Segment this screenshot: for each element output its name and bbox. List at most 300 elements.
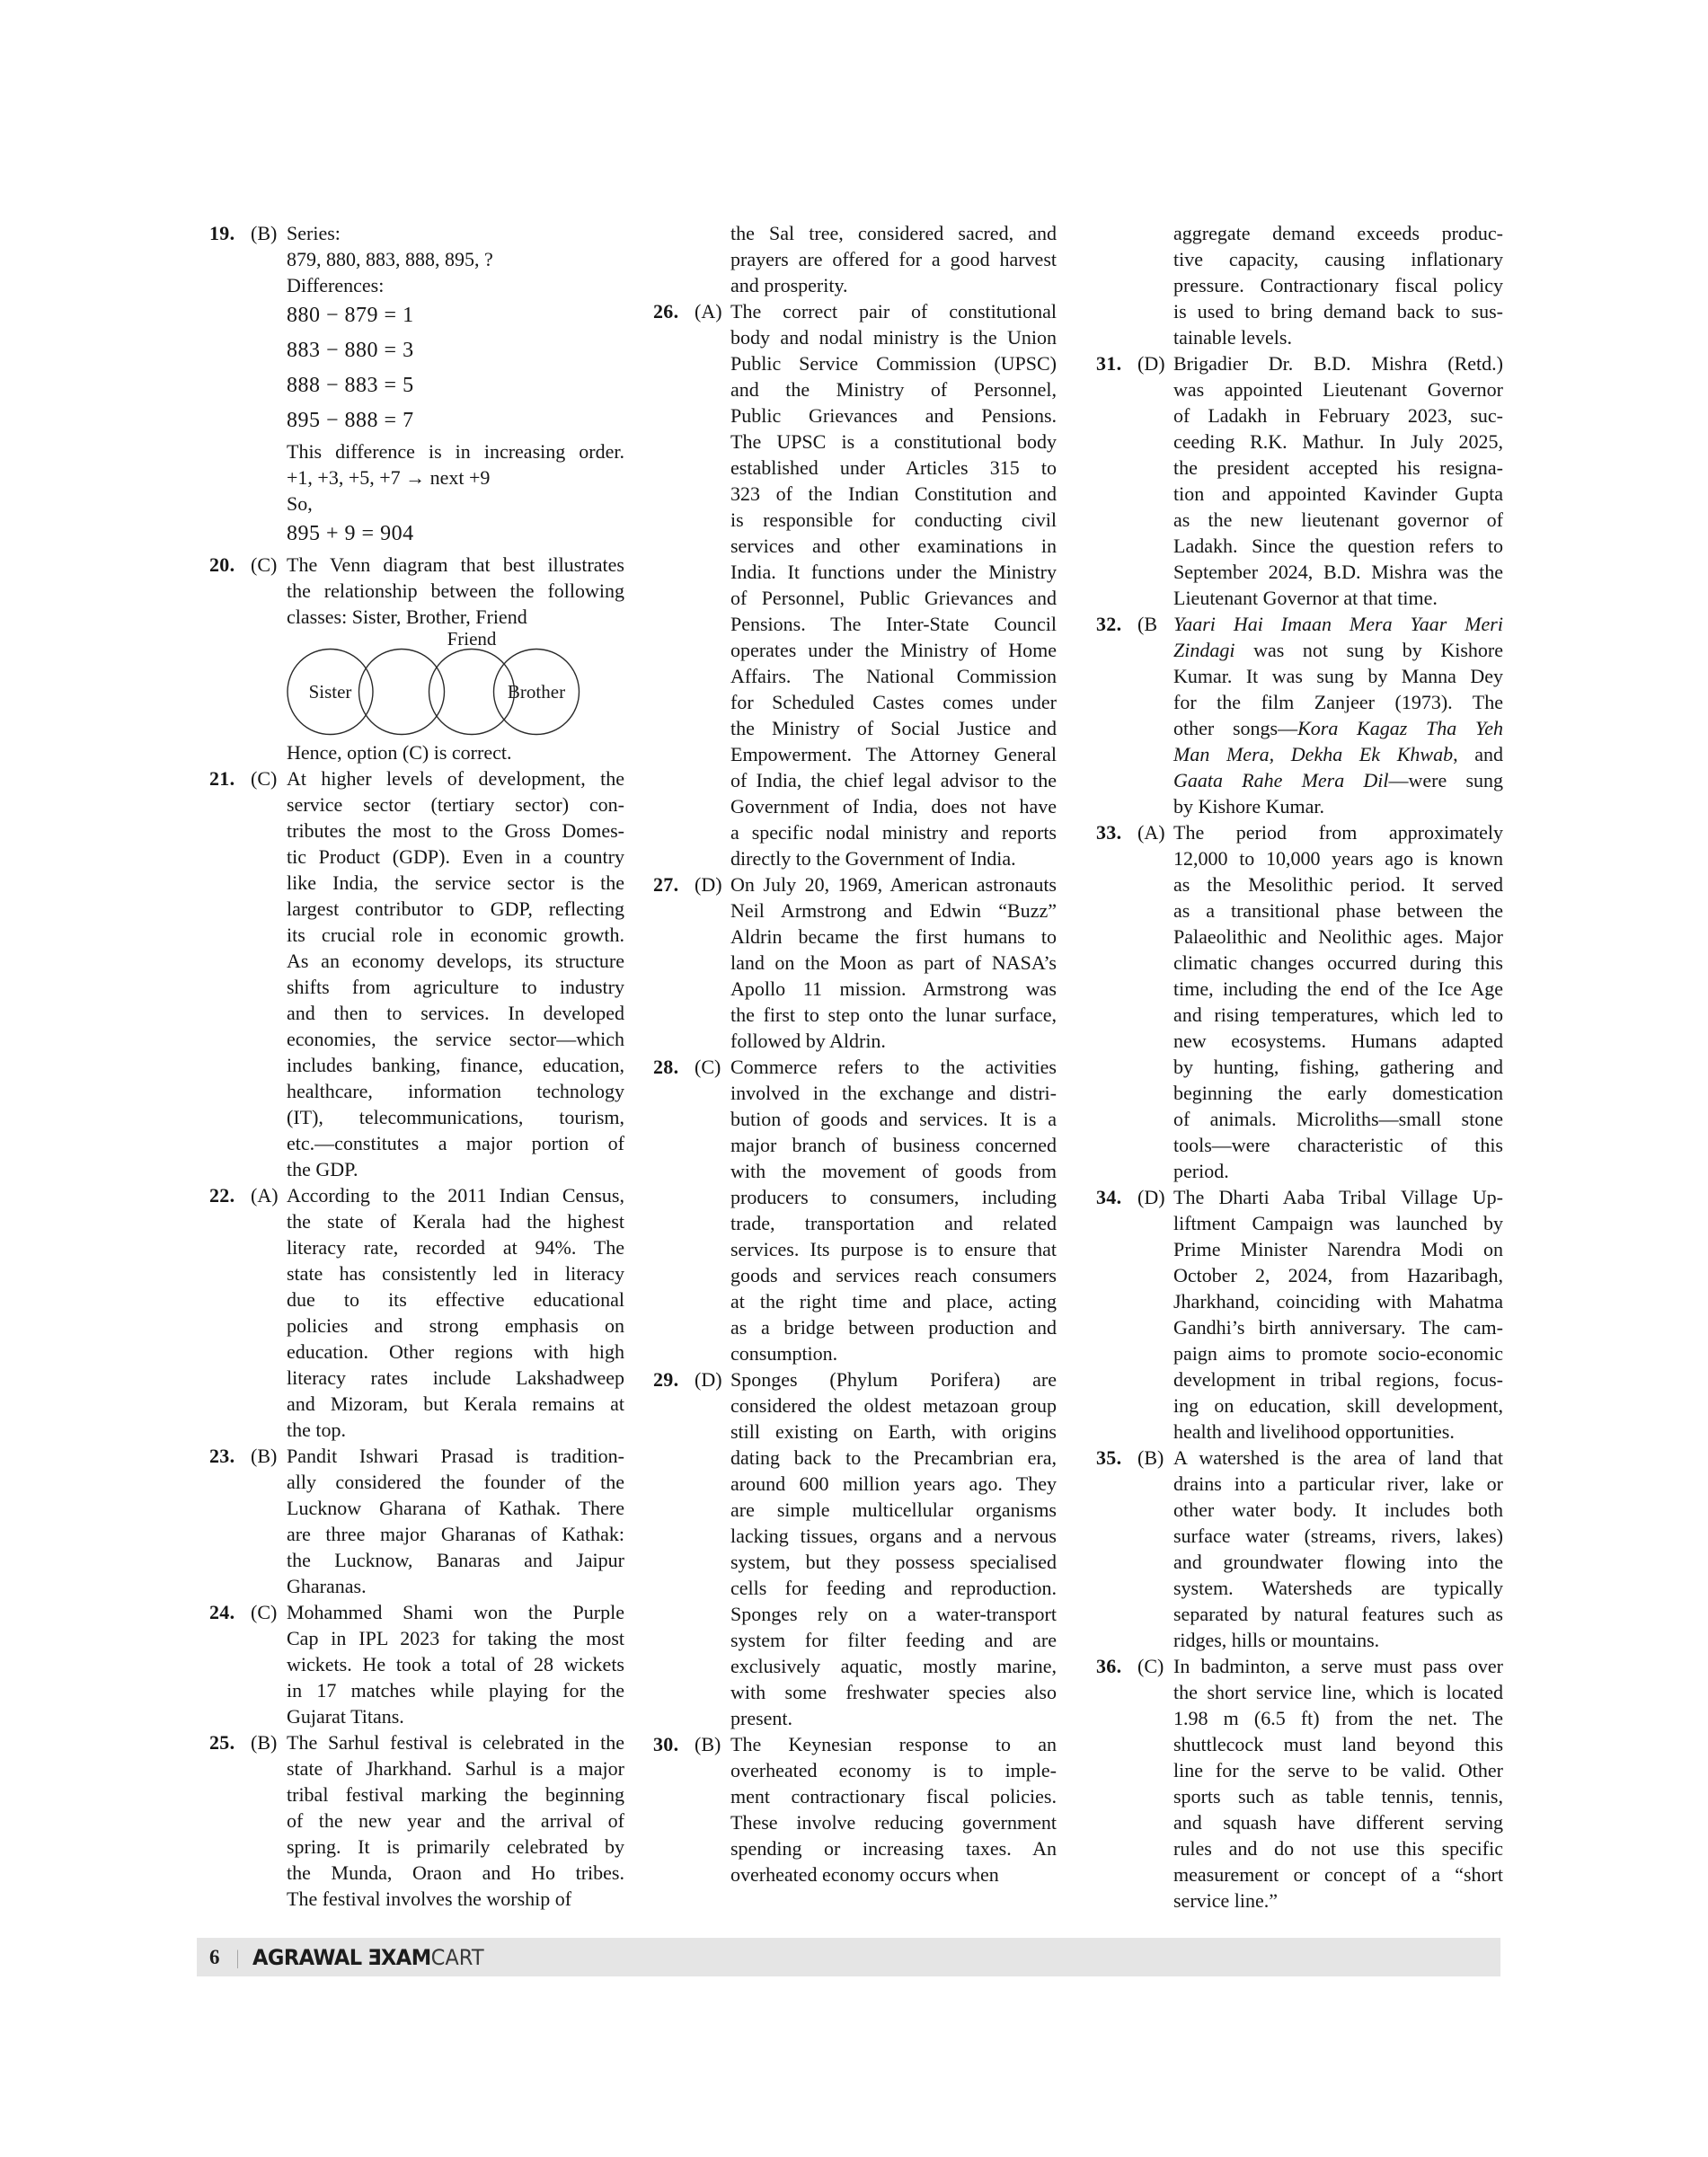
text-line [730, 1340, 1057, 1366]
equation-line [287, 368, 624, 403]
text-run: The Sarhul festival is celebrated in the [287, 1731, 624, 1754]
text-run: are simple multicellular organisms [730, 1498, 1057, 1521]
text-line [287, 922, 624, 948]
text-run: present. [730, 1707, 793, 1729]
text-run: A watershed is the area of land that [1173, 1446, 1503, 1469]
text-line [287, 1886, 624, 1912]
item-number: 24. [209, 1601, 235, 1623]
text-line [730, 1549, 1057, 1575]
text-line [1173, 1132, 1503, 1158]
text-line [287, 1443, 624, 1469]
text-run: the state of Kerala had the highest [287, 1210, 624, 1233]
text-run: system. Watersheds are typically [1173, 1577, 1503, 1599]
text-line [1173, 741, 1503, 767]
text-run: tic Product (GDP). Even in a country [287, 845, 624, 868]
text-line [1173, 298, 1503, 324]
text-line [730, 1471, 1057, 1497]
text-run: According to the 2011 Indian Census, [287, 1184, 624, 1207]
text-run: 895 − 888 = 7 [287, 409, 414, 432]
text-line [287, 1391, 624, 1417]
text-run: policies and strong emphasis on [287, 1314, 624, 1337]
venn-diagram [287, 630, 624, 739]
text-run: around 600 million years ago. They [730, 1472, 1057, 1495]
text-run: the GDP. [287, 1158, 358, 1180]
text-line [730, 1861, 1057, 1887]
item-option: (D) [1137, 352, 1165, 375]
text-line [730, 1314, 1057, 1340]
text-line [287, 1729, 624, 1755]
text-line [287, 578, 624, 604]
text-run: prayers are offered for a good harvest [730, 248, 1057, 270]
text-run: sports such as table tennis, tennis, [1173, 1785, 1503, 1808]
text-run: aggregate demand exceeds produc- [1173, 222, 1503, 244]
text-run: October 2, 2024, from Hazaribagh, [1173, 1264, 1503, 1286]
footer-separator: | [235, 1946, 239, 1968]
text-line [287, 1078, 624, 1104]
text-run: as a bridge between production and [730, 1316, 1057, 1339]
text-line [730, 924, 1057, 950]
text-run: Mohammed Shami won the Purple [287, 1601, 624, 1623]
text-line [730, 1080, 1057, 1106]
item-number: 28. [653, 1056, 679, 1078]
text-line [1173, 871, 1503, 897]
item-option: (C) [251, 1601, 278, 1623]
text-line [287, 438, 624, 464]
text-run: state of Jharkhand. Sarhul is a major [287, 1757, 624, 1780]
text-run: The Keynesian response to an [730, 1733, 1057, 1755]
text-run: tainable levels. [1173, 326, 1292, 349]
text-line [1173, 715, 1503, 741]
text-run: spring. It is primarily celebrated by [287, 1835, 624, 1858]
item-option: (A) [1137, 821, 1165, 844]
text-run: consumption. [730, 1342, 838, 1365]
text-line [1173, 376, 1503, 402]
text-run: of Ladakh in February 2023, suc- [1173, 404, 1503, 427]
text-line [287, 552, 624, 578]
text-run: and rising temperatures, which led to [1173, 1003, 1503, 1026]
text-line [730, 663, 1057, 689]
item-number: 32. [1096, 613, 1122, 635]
text-line [1173, 1627, 1503, 1653]
text-line [730, 897, 1057, 924]
text-line [1173, 1445, 1503, 1471]
text-line [1173, 611, 1503, 637]
text-run: Empowerment. The Attorney General [730, 743, 1057, 765]
text-run: shifts from agriculture to industry [287, 976, 624, 998]
text-run: 1.98 m (6.5 ft) from the net. The [1173, 1707, 1503, 1729]
italic-text: Yaari Hai Imaan Mera Yaar Meri [1173, 613, 1503, 635]
text-run: The Venn diagram that best illustrates [287, 553, 624, 576]
answers-column-1 [209, 220, 624, 1912]
text-line [287, 1547, 624, 1573]
item-option: (D) [1137, 1186, 1165, 1208]
text-run: the Ministry of Social Justice and [730, 717, 1057, 739]
text-run: measurement or concept of a “short [1173, 1863, 1503, 1886]
text-run: Ladakh. Since the question refers to [1173, 535, 1503, 557]
item-number: 20. [209, 553, 235, 576]
text-run: 883 − 880 = 3 [287, 339, 414, 362]
text-run: September 2024, B.D. Mishra was the [1173, 561, 1503, 583]
text-line [730, 1392, 1057, 1419]
text-run: Lucknow Gharana of Kathak. There [287, 1497, 624, 1519]
text-line [1173, 845, 1503, 871]
text-run: the top. [287, 1419, 346, 1441]
text-line [730, 976, 1057, 1002]
text-line [730, 272, 1057, 298]
text-line [1173, 272, 1503, 298]
text-line [730, 402, 1057, 429]
text-line [1173, 1028, 1503, 1054]
text-line [287, 1313, 624, 1339]
item-option: (C) [251, 553, 278, 576]
text-line [1173, 1549, 1503, 1575]
text-run: the relationship between the following [287, 579, 624, 602]
text-line [1173, 1366, 1503, 1392]
text-line [1173, 1861, 1503, 1887]
text-run: like India, the service sector is the [287, 871, 624, 894]
text-run: 895 + 9 = 904 [287, 522, 414, 545]
text-line [287, 1521, 624, 1547]
text-line [1173, 819, 1503, 845]
text-run: as the new lieutenant governor of [1173, 508, 1503, 531]
text-line [1173, 1262, 1503, 1288]
text-run: Pensions. The Inter-State Council [730, 613, 1057, 635]
text-run: with some freshwater species also [730, 1681, 1057, 1703]
text-line [1173, 1653, 1503, 1679]
answers-column-2 [653, 220, 1057, 1887]
text-line [1173, 246, 1503, 272]
text-line [730, 1835, 1057, 1861]
text-line [730, 298, 1057, 324]
text-line [287, 739, 624, 765]
answer-item [209, 1443, 624, 1599]
item-number: 31. [1096, 352, 1122, 375]
text-line [1173, 689, 1503, 715]
text-run: of animals. Microliths—small stone [1173, 1108, 1503, 1130]
text-line [287, 246, 624, 272]
text-line [730, 1132, 1057, 1158]
text-line [287, 1026, 624, 1052]
italic-text: Zindagi [1173, 639, 1235, 661]
text-line [1173, 1002, 1503, 1028]
text-line [730, 741, 1057, 767]
text-run: goods and services reach consumers [730, 1264, 1057, 1286]
venn-label-brother: Brother [507, 681, 566, 703]
text-run: Sponges rely on a water-transport [730, 1603, 1057, 1625]
text-line [1173, 1419, 1503, 1445]
text-run: exclusively aquatic, mostly marine, [730, 1655, 1057, 1677]
text-run: 880 − 879 = 1 [287, 304, 414, 327]
text-run: Gandhi’s birth anniversary. The cam- [1173, 1316, 1503, 1339]
text-line [730, 845, 1057, 871]
answer-item [1096, 1445, 1503, 1653]
text-run: As an economy develops, its structure [287, 950, 624, 972]
text-line [730, 1653, 1057, 1679]
item-number: 35. [1096, 1446, 1122, 1469]
text-run: tributes the most to the Gross Domes- [287, 819, 624, 842]
text-line [1173, 507, 1503, 533]
text-run: This difference is in increasing order. [287, 440, 624, 463]
item-number: 30. [653, 1733, 679, 1755]
answer-item [209, 765, 624, 1182]
answer-item [209, 1599, 624, 1729]
text-line [287, 1052, 624, 1078]
text-run: The UPSC is a constitutional body [730, 430, 1057, 453]
text-line [730, 559, 1057, 585]
item-option: (B) [251, 222, 278, 244]
text-run: due to its effective educational [287, 1288, 624, 1311]
text-line [730, 1757, 1057, 1783]
text-run: etc.—constitutes a major portion of [287, 1132, 624, 1154]
answer-item [653, 298, 1057, 871]
text-run: its crucial role in economic growth. [287, 924, 624, 946]
item-number: 36. [1096, 1655, 1122, 1677]
text-line [1173, 350, 1503, 376]
footer-bar [197, 1938, 1500, 1976]
text-run: 879, 880, 883, 888, 895, ? [287, 248, 493, 270]
text-run: dating back to the Precambrian era, [730, 1446, 1057, 1469]
text-line [1173, 1679, 1503, 1705]
text-run: as a transitional phase between the [1173, 899, 1503, 922]
text-line [1173, 455, 1503, 481]
text-run: —were sung [1388, 769, 1503, 791]
text-run: of Personnel, Public Grievances and [730, 587, 1057, 609]
text-run: Affairs. The National Commission [730, 665, 1057, 687]
answer-item [653, 1054, 1057, 1366]
text-line [1173, 663, 1503, 689]
text-line [1173, 897, 1503, 924]
text-run: Kumar. It was sung by Manna Dey [1173, 665, 1503, 687]
text-line [287, 844, 624, 870]
text-run: tive capacity, causing inflationary [1173, 248, 1503, 270]
text-line [730, 1679, 1057, 1705]
text-line [730, 819, 1057, 845]
text-line [287, 1104, 624, 1130]
text-run: In badminton, a serve must pass over [1173, 1655, 1503, 1677]
text-run: service line.” [1173, 1889, 1279, 1912]
text-run: cells for feeding and reproduction. [730, 1577, 1057, 1599]
answer-item [1096, 819, 1503, 1184]
equation-line [287, 403, 624, 438]
answer-item [1096, 350, 1503, 611]
text-run: rules and do not use this specific [1173, 1837, 1503, 1860]
text-run: The Dharti Aaba Tribal Village Up- [1173, 1186, 1503, 1208]
text-line [287, 1417, 624, 1443]
text-line [730, 1783, 1057, 1809]
text-line [730, 376, 1057, 402]
answer-item [209, 1182, 624, 1443]
text-run: the short service line, which is located [1173, 1681, 1503, 1703]
text-run: followed by Aldrin. [730, 1030, 886, 1052]
item-number: 34. [1096, 1186, 1122, 1208]
text-line [730, 1809, 1057, 1835]
text-run: Differences: [287, 274, 385, 296]
text-run: land on the Moon as part of NASA’s [730, 951, 1057, 974]
text-line [1173, 1236, 1503, 1262]
text-run: a specific nodal ministry and reports [730, 821, 1057, 844]
text-run: the Munda, Oraon and Ho tribes. [287, 1861, 624, 1884]
text-line [730, 220, 1057, 246]
text-line [287, 1755, 624, 1781]
text-line [1173, 1340, 1503, 1366]
text-line [1173, 1184, 1503, 1210]
item-option: (C) [695, 1056, 721, 1078]
text-line [287, 1781, 624, 1808]
text-line [1173, 402, 1503, 429]
text-run: Cap in IPL 2023 for taking the most [287, 1627, 624, 1649]
text-run: tools—were characteristic of this [1173, 1134, 1503, 1156]
text-line [730, 246, 1057, 272]
text-run: So, [287, 492, 313, 515]
text-line [730, 1002, 1057, 1028]
text-run: pressure. Contractionary fiscal policy [1173, 274, 1503, 296]
text-line [287, 1286, 624, 1313]
answer-item [1096, 220, 1503, 350]
text-run: involved in the exchange and distri- [730, 1082, 1057, 1104]
text-run: Apollo 11 mission. Armstrong was [730, 977, 1057, 1000]
text-line [287, 791, 624, 818]
answer-item [1096, 611, 1503, 819]
text-run: and then to services. In developed [287, 1002, 624, 1024]
text-line [730, 1523, 1057, 1549]
text-run: liftment Campaign was launched by [1173, 1212, 1503, 1234]
italic-text: Man Mera, Dekha Ek Khwab [1173, 743, 1454, 765]
text-run: was not sung by Kishore [1235, 639, 1503, 661]
text-run: overheated economy occurs when [730, 1863, 999, 1886]
item-option: (C) [1137, 1655, 1164, 1677]
text-run: largest contributor to GDP, reflecting [287, 897, 624, 920]
text-line [1173, 220, 1503, 246]
venn-circle-2 [359, 650, 445, 735]
text-line [1173, 324, 1503, 350]
text-line [730, 871, 1057, 897]
text-line [287, 1651, 624, 1677]
text-run: Brigadier Dr. B.D. Mishra (Retd.) [1173, 352, 1503, 375]
text-run: healthcare, information technology [287, 1080, 624, 1102]
text-run: of India, the chief legal advisor to the [730, 769, 1057, 791]
text-run: producers to consumers, including [730, 1186, 1057, 1208]
text-line [1173, 767, 1503, 793]
text-run: literacy rate, recorded at 94%. The [287, 1236, 624, 1259]
text-run: ceeding R.K. Mathur. In July 2025, [1173, 430, 1503, 453]
brand-cart: CART [430, 1944, 484, 1970]
text-line [287, 1365, 624, 1391]
text-run: and the Ministry of Personnel, [730, 378, 1057, 401]
text-run: 323 of the Indian Constitution and [730, 482, 1057, 505]
text-line [730, 1731, 1057, 1757]
text-run: Commerce refers to the activities [730, 1056, 1057, 1078]
text-line [1173, 1705, 1503, 1731]
item-option: (B) [695, 1733, 721, 1755]
item-option: (B) [251, 1731, 278, 1754]
text-line [1173, 1601, 1503, 1627]
text-run: beginning the early domestication [1173, 1082, 1503, 1104]
text-line [730, 1497, 1057, 1523]
item-number: 23. [209, 1445, 235, 1467]
text-run: are three major Gharanas of Kathak: [287, 1523, 624, 1545]
text-line [287, 491, 624, 517]
brand-agrawal: AGRAWAL [252, 1944, 362, 1970]
text-line [1173, 1731, 1503, 1757]
text-line [1173, 1575, 1503, 1601]
answer-item [1096, 1653, 1503, 1914]
text-line [1173, 1392, 1503, 1419]
text-line [730, 481, 1057, 507]
item-number: 27. [653, 873, 679, 896]
text-line [730, 1106, 1057, 1132]
text-line [1173, 429, 1503, 455]
text-run: the Sal tree, considered sacred, and [730, 222, 1057, 244]
text-line [1173, 1210, 1503, 1236]
italic-text: Gaata Rahe Mera Dil [1173, 769, 1389, 791]
text-line [730, 611, 1057, 637]
text-run: paign aims to promote socio-economic [1173, 1342, 1503, 1365]
text-run: service sector (tertiary sector) con- [287, 793, 624, 816]
text-line [1173, 481, 1503, 507]
text-run: economies, the service sector—which [287, 1028, 624, 1050]
text-line [730, 689, 1057, 715]
text-run: 12,000 to 10,000 years ago is known [1173, 847, 1503, 870]
item-number: 25. [209, 1731, 235, 1754]
answer-item [209, 1729, 624, 1912]
answer-item [209, 220, 624, 552]
text-line [730, 1236, 1057, 1262]
brand-exam: ƎXAM [367, 1944, 431, 1970]
text-run: ment contractionary fiscal policies. [730, 1785, 1057, 1808]
text-run: wickets. He took a total of 28 wickets [287, 1653, 624, 1675]
text-run: the first to step onto the lunar surface, [730, 1003, 1057, 1026]
text-run: Gharanas. [287, 1575, 367, 1597]
text-line [1173, 1080, 1503, 1106]
text-run: for the film Zanjeer (1973). The [1173, 691, 1503, 713]
text-line [1173, 1809, 1503, 1835]
text-run: for Scheduled Castes comes under [730, 691, 1057, 713]
item-option: (B) [251, 1445, 278, 1467]
text-line [287, 272, 624, 298]
text-line [730, 1028, 1057, 1054]
text-line [730, 1366, 1057, 1392]
text-run: separated by natural features such as [1173, 1603, 1503, 1625]
text-run: established under Articles 315 to [730, 456, 1057, 479]
text-run: state has consistently led in literacy [287, 1262, 624, 1285]
text-run: Gujarat Titans. [287, 1705, 404, 1728]
text-run: at the right time and place, acting [730, 1290, 1057, 1313]
text-line [1173, 793, 1503, 819]
text-line [1173, 924, 1503, 950]
text-line [730, 429, 1057, 455]
item-option: (B) [1137, 1446, 1164, 1469]
answer-item [653, 1731, 1057, 1887]
text-line [287, 948, 624, 974]
text-line [287, 1625, 624, 1651]
text-run: and groundwater flowing into the [1173, 1551, 1503, 1573]
text-run: is responsible for conducting civil [730, 508, 1057, 531]
text-run: as the Mesolithic period. It served [1173, 873, 1503, 896]
text-run: shuttlecock must land beyond this [1173, 1733, 1503, 1755]
text-run: Public Grievances and Pensions. [730, 404, 1057, 427]
text-run: system, but they possess specialised [730, 1551, 1057, 1573]
text-run: Sponges (Phylum Porifera) are [730, 1368, 1057, 1391]
text-run: 888 − 883 = 5 [287, 374, 414, 397]
text-line [730, 350, 1057, 376]
text-run: Public Service Commission (UPSC) [730, 352, 1057, 375]
venn-label-sister: Sister [308, 681, 352, 703]
answer-item [1096, 1184, 1503, 1445]
text-line [287, 1339, 624, 1365]
item-option: (C) [251, 767, 278, 790]
item-number: 22. [209, 1184, 235, 1207]
text-run: The festival involves the worship of [287, 1887, 572, 1910]
